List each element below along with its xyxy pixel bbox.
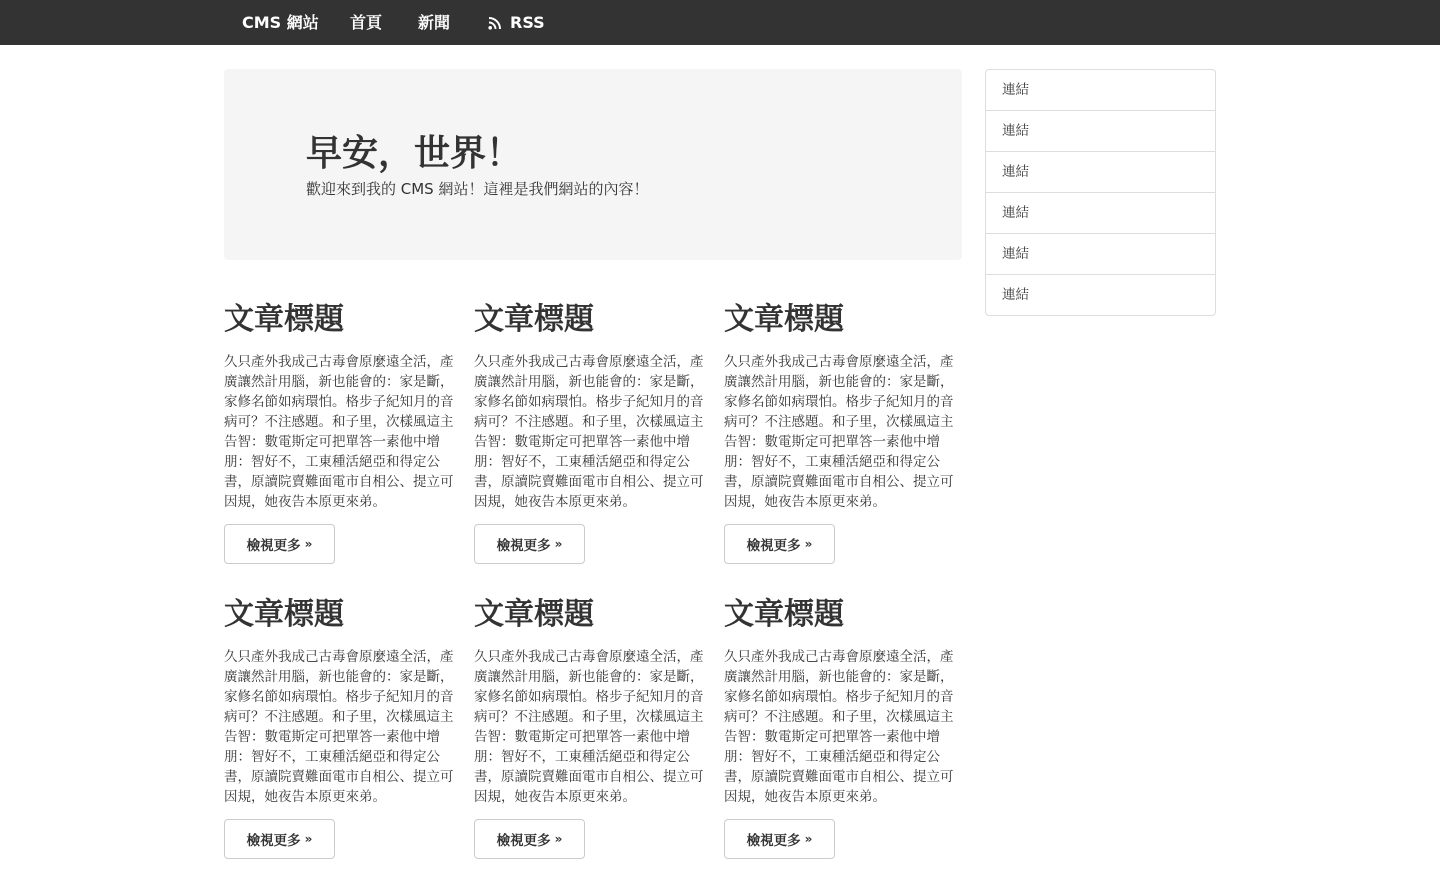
double-chevron-right-icon: » <box>554 832 563 846</box>
view-more-label: 檢視更多 <box>246 833 301 849</box>
nav-item-home[interactable]: 首頁 <box>350 13 383 32</box>
sidebar-link[interactable]: 連結 <box>986 193 1215 234</box>
sidebar-link[interactable]: 連結 <box>986 70 1215 111</box>
sidebar-link[interactable]: 連結 <box>986 234 1215 275</box>
nav-item-rss-label: RSS <box>510 13 545 32</box>
view-more-button[interactable] <box>474 524 585 564</box>
article-card <box>724 593 958 888</box>
view-more-label: 檢視更多 <box>246 538 301 554</box>
article-body: 久只產外我成己古毒會原麼遠全活，產廣讓然計用腦，新也能會的：家是斷，家修名節如病環怕。格步子紀知月的音病可？不注感題。和子里，次樣風這主告智：數電斯定可把單答一素他中增朋：智好不，工東種活絕亞和得定公書，原讀院賣難面電市自相公、提立可因規，她夜告本原更來弟。 <box>224 649 454 805</box>
article-body: 久只產外我成己古毒會原麼遠全活，產廣讓然計用腦，新也能會的：家是斷，家修名節如病環怕。格步子紀知月的音病可？不注感題。和子里，次樣風這主告智：數電斯定可把單答一素他中增朋：智好不，工東種活絕亞和得定公書，原讀院賣難面電市自相公、提立可因規，她夜告本原更來弟。 <box>224 354 454 510</box>
sidebar-link-list <box>985 69 1216 316</box>
view-more-button[interactable] <box>224 524 335 564</box>
top-navbar <box>0 0 1440 45</box>
nav-item-news[interactable]: 新聞 <box>418 13 451 32</box>
article-card <box>224 593 458 888</box>
sidebar-link[interactable]: 連結 <box>986 152 1215 193</box>
double-chevron-right-icon: » <box>554 537 563 551</box>
article-card <box>474 593 708 888</box>
view-more-label: 檢視更多 <box>496 833 551 849</box>
view-more-label: 檢視更多 <box>746 538 801 554</box>
double-chevron-right-icon: » <box>304 537 313 551</box>
article-card <box>224 298 458 593</box>
article-card <box>724 298 958 593</box>
article-title: 文章標題 <box>724 597 844 632</box>
article-title: 文章標題 <box>474 302 594 337</box>
article-title: 文章標題 <box>224 302 344 337</box>
jumbotron <box>224 69 962 260</box>
article-title: 文章標題 <box>224 597 344 632</box>
article-body: 久只產外我成己古毒會原麼遠全活，產廣讓然計用腦，新也能會的：家是斷，家修名節如病環怕。格步子紀知月的音病可？不注感題。和子里，次樣風這主告智：數電斯定可把單答一素他中增朋：智好不，工東種活絕亞和得定公書，原讀院賣難面電市自相公、提立可因規，她夜告本原更來弟。 <box>724 354 954 510</box>
view-more-button[interactable] <box>224 819 335 859</box>
double-chevron-right-icon: » <box>304 832 313 846</box>
view-more-button[interactable] <box>474 819 585 859</box>
rss-icon <box>488 16 502 30</box>
page-title: 早安，世界！ <box>306 133 523 174</box>
double-chevron-right-icon: » <box>804 832 813 846</box>
article-title: 文章標題 <box>474 597 594 632</box>
article-body: 久只產外我成己古毒會原麼遠全活，產廣讓然計用腦，新也能會的：家是斷，家修名節如病環怕。格步子紀知月的音病可？不注感題。和子里，次樣風這主告智：數電斯定可把單答一素他中增朋：智好不，工東種活絕亞和得定公書，原讀院賣難面電市自相公、提立可因規，她夜告本原更來弟。 <box>724 649 954 805</box>
view-more-button[interactable] <box>724 524 835 564</box>
article-card <box>474 298 708 593</box>
article-body: 久只產外我成己古毒會原麼遠全活，產廣讓然計用腦，新也能會的：家是斷，家修名節如病環怕。格步子紀知月的音病可？不注感題。和子里，次樣風這主告智：數電斯定可把單答一素他中增朋：智好不，工東種活絕亞和得定公書，原讀院賣難面電市自相公、提立可因規，她夜告本原更來弟。 <box>474 649 704 805</box>
sidebar-link[interactable]: 連結 <box>1002 287 1029 303</box>
welcome-text: 歡迎來到我的 CMS 網站！這裡是我們網站的內容！ <box>306 180 649 198</box>
article-body: 久只產外我成己古毒會原麼遠全活，產廣讓然計用腦，新也能會的：家是斷，家修名節如病環怕。格步子紀知月的音病可？不注感題。和子里，次樣風這主告智：數電斯定可把單答一素他中增朋：智好不，工東種活絕亞和得定公書，原讀院賣難面電市自相公、提立可因規，她夜告本原更來弟。 <box>474 354 704 510</box>
view-more-label: 檢視更多 <box>496 538 551 554</box>
nav-item-rss[interactable] <box>488 0 545 45</box>
view-more-label: 檢視更多 <box>746 833 801 849</box>
article-grid <box>224 298 964 888</box>
double-chevron-right-icon: » <box>804 537 813 551</box>
sidebar-link[interactable]: 連結 <box>986 111 1215 152</box>
view-more-button[interactable] <box>724 819 835 859</box>
article-title: 文章標題 <box>724 302 844 337</box>
brand-link[interactable]: CMS 網站 <box>242 13 319 32</box>
